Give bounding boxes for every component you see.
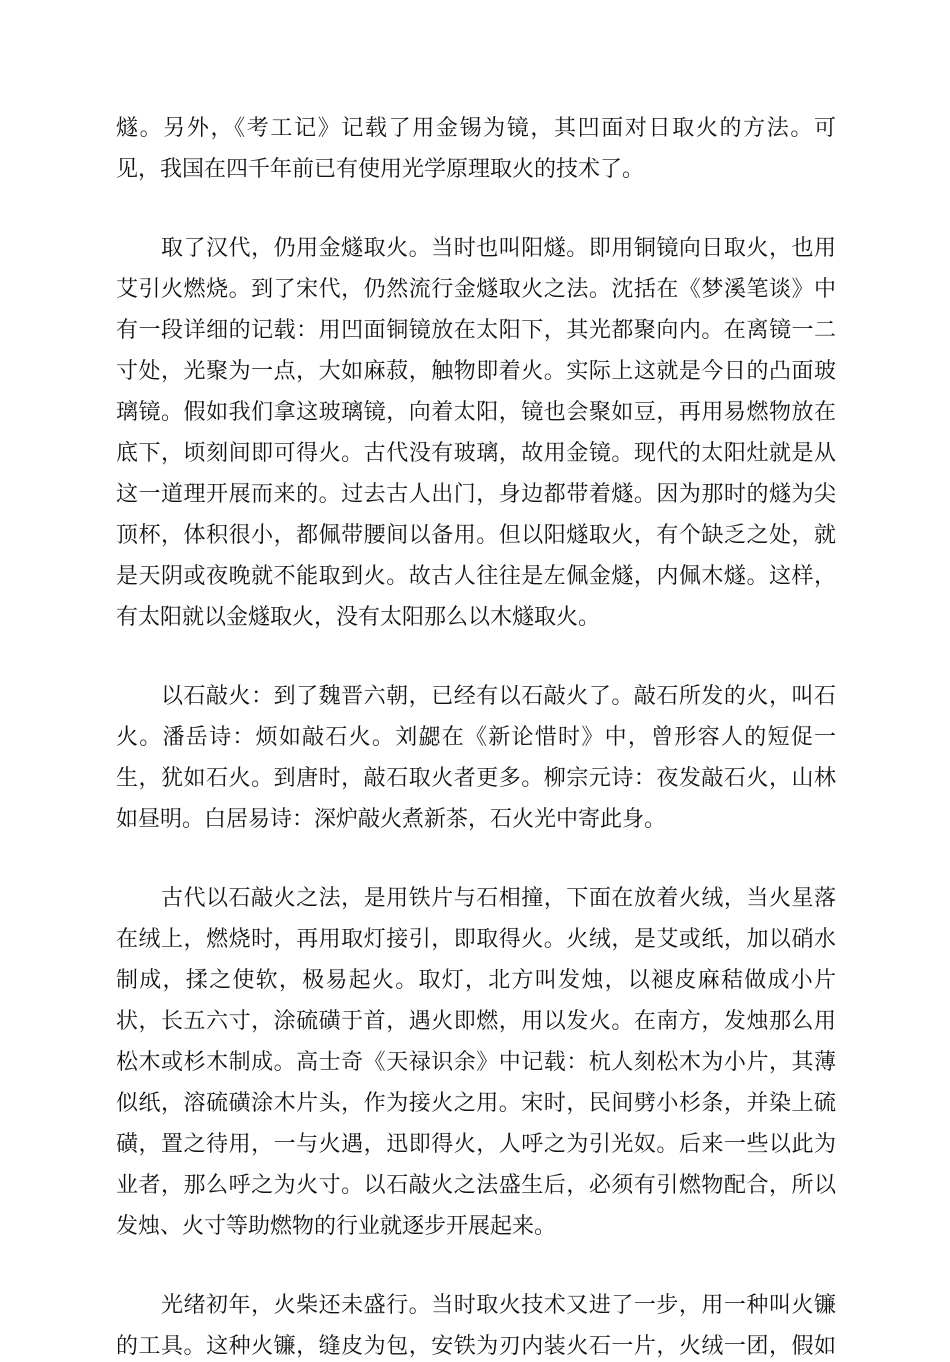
paragraph-line: 艾引火燃烧。到了宋代，仍然流行金燧取火之法。沈括在《梦溪笔谈》中 <box>116 277 836 302</box>
paragraph-line: 生，犹如石火。到唐时，敲石取火者更多。柳宗元诗：夜发敲石火，山林 <box>116 766 836 791</box>
paragraph-line: 的工具。这种火镰，缝皮为包，安铁为刃内装火石一片，火绒一团，假如 <box>116 1334 836 1359</box>
paragraph-line: 古代以石敲火之法，是用铁片与石相撞，下面在放着火绒，当火星落 <box>161 886 836 911</box>
paragraph-line: 业者，那么呼之为火寸。以石敲火之法盛生后，必须有引燃物配合，所以 <box>116 1173 836 1198</box>
paragraph-line: 有太阳就以金燧取火，没有太阳那么以木燧取火。 <box>116 605 601 630</box>
paragraph-line: 有一段详细的记载：用凹面铜镜放在太阳下，其光都聚向内。在离镜一二 <box>116 318 836 343</box>
paragraph-line: 如昼明。白居易诗：深炉敲火煮新茶，石火光中寄此身。 <box>116 807 667 832</box>
paragraph-line: 顶杯，体积很小，都佩带腰间以备用。但以阳燧取火，有个缺乏之处，就 <box>116 523 836 548</box>
paragraph-line: 磺，置之待用，一与火遇，迅即得火，人呼之为引光奴。后来一些以此为 <box>116 1132 836 1157</box>
paragraph-line: 火。潘岳诗：烦如敲石火。刘勰在《新论惜时》中，曾形容人的短促一 <box>116 725 836 750</box>
paragraph-line: 取了汉代，仍用金燧取火。当时也叫阳燧。即用铜镜向日取火，也用 <box>161 236 836 261</box>
paragraph-line: 似纸，溶硫磺涂木片头，作为接火之用。宋时，民间劈小杉条，并染上硫 <box>116 1091 836 1116</box>
paragraph-line: 发烛、火寸等助燃物的行业就逐步开展起来。 <box>116 1214 557 1239</box>
paragraph-line: 松木或杉木制成。高士奇《天禄识余》中记载：杭人刻松木为小片，其薄 <box>116 1050 836 1075</box>
paragraph-line: 寸处，光聚为一点，大如麻菽，触物即着火。实际上这就是今日的凸面玻 <box>116 359 836 384</box>
paragraph-line: 璃镜。假如我们拿这玻璃镜，向着太阳，镜也会聚如豆，再用易燃物放在 <box>116 400 836 425</box>
paragraph-line: 这一道理开展而来的。过去古人出门，身边都带着燧。因为那时的燧为尖 <box>116 482 836 507</box>
paragraph-line: 制成，揉之使软，极易起火。取灯，北方叫发烛，以褪皮麻秸做成小片 <box>116 968 836 993</box>
paragraph-line: 底下，顷刻间即可得火。古代没有玻璃，故用金镜。现代的太阳灶就是从 <box>116 441 836 466</box>
paragraph-line: 在绒上，燃烧时，再用取灯接引，即取得火。火绒，是艾或纸，加以硝水 <box>116 927 836 952</box>
paragraph-line: 光绪初年，火柴还未盛行。当时取火技术又进了一步，用一种叫火镰 <box>161 1293 836 1318</box>
paragraph-line: 见，我国在四千年前已有使用光学原理取火的技术了。 <box>116 157 645 182</box>
paragraph-line: 以石敲火：到了魏晋六朝，已经有以石敲火了。敲石所发的火，叫石 <box>161 684 836 709</box>
paragraph-line: 是天阴或夜晚就不能取到火。故古人往往是左佩金燧，内佩木燧。这样， <box>116 564 836 589</box>
paragraph-line: 状，长五六寸，涂硫磺于首，遇火即燃，用以发火。在南方，发烛那么用 <box>116 1009 836 1034</box>
paragraph-line: 燧。另外，《考工记》记载了用金锡为镜，其凹面对日取火的方法。可 <box>116 116 836 141</box>
